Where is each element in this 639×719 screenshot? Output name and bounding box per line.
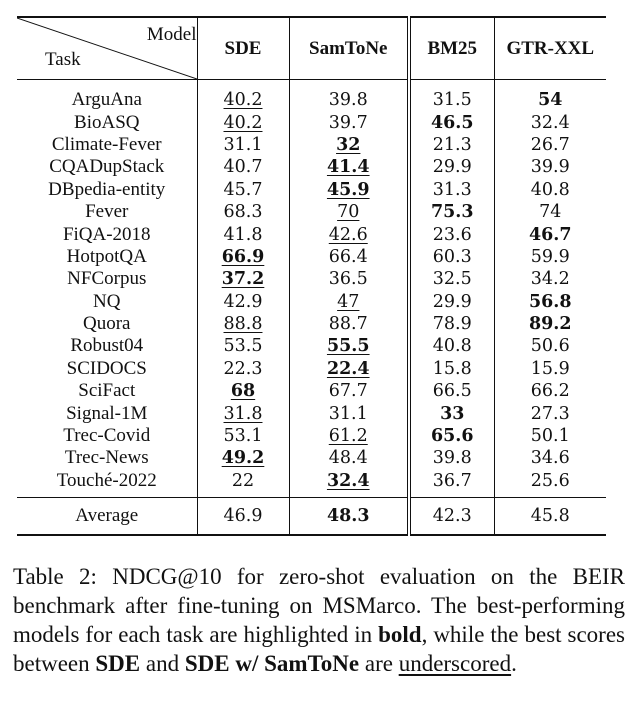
gtr-cell: 46.7 [528, 224, 572, 245]
caption-bold-word: bold [378, 622, 422, 647]
bm25-cell: 32.5 [432, 269, 472, 290]
gtr-cell: 39.9 [530, 157, 570, 178]
samtone-cell: 36.5 [328, 269, 368, 290]
sde-cell: 68 [230, 381, 256, 402]
column-header-bm25: BM25 [409, 17, 494, 80]
samtone-cell: 41.4 [326, 157, 370, 178]
task-cell: Quora [83, 313, 131, 335]
samtone-cell: 45.9 [326, 179, 370, 200]
table-row [17, 425, 606, 447]
gtr-cell: 32.4 [530, 112, 570, 133]
table-caption [13, 562, 625, 678]
bm25-cell: 36.7 [432, 470, 472, 491]
sde-cell: 53.1 [223, 426, 263, 447]
gtr-cell: 56.8 [528, 291, 572, 312]
sde-cell: 22.3 [223, 358, 263, 379]
sde-cell: 53.5 [223, 336, 263, 357]
average-row [17, 498, 606, 536]
bm25-cell: 46.5 [430, 112, 474, 133]
task-header-label: Task [45, 49, 81, 70]
task-cell: Fever [85, 201, 129, 223]
bm25-cell: 75.3 [430, 202, 474, 223]
model-header-label: Model [146, 24, 197, 45]
samtone-cell: 22.4 [326, 358, 370, 379]
task-cell: SCIDOCS [66, 357, 147, 379]
task-cell: CQADupStack [49, 156, 165, 178]
average-samtone: 48.3 [326, 506, 370, 527]
table-row [17, 268, 606, 290]
bm25-cell: 31.3 [432, 179, 472, 200]
task-cell: ArguAna [71, 89, 142, 111]
sde-cell: 42.9 [223, 291, 263, 312]
gtr-cell: 34.6 [530, 448, 570, 469]
samtone-cell: 48.4 [328, 448, 368, 469]
table-row [17, 246, 606, 268]
table-row [17, 447, 606, 469]
sde-cell: 45.7 [223, 179, 263, 200]
samtone-cell: 39.7 [328, 112, 368, 133]
gtr-cell: 25.6 [530, 470, 570, 491]
task-cell: NFCorpus [67, 268, 147, 290]
column-header-sde: SDE [197, 17, 289, 80]
task-cell: BioASQ [74, 111, 140, 133]
bm25-cell: 40.8 [432, 336, 472, 357]
bm25-cell: 60.3 [432, 246, 472, 267]
caption-text-1: Table 2: NDCG@10 for zero-shot evaluation on the BEIR benchmark after fine-tuning on MSMarco. The best-performing models for each task are highlighted in [13, 564, 625, 647]
table-row [17, 156, 606, 178]
bm25-cell: 23.6 [432, 224, 472, 245]
task-cell: DBpedia-entity [48, 178, 166, 200]
gtr-cell: 74 [539, 202, 562, 223]
samtone-cell: 70 [337, 202, 360, 223]
bm25-cell: 21.3 [432, 134, 472, 155]
gtr-cell: 27.3 [530, 403, 570, 424]
column-header-samtone: SamToNe [289, 17, 409, 80]
table-row [17, 358, 606, 380]
table-row [17, 80, 606, 112]
table-row [17, 111, 606, 133]
sde-cell: 40.7 [223, 157, 263, 178]
sde-cell: 41.8 [223, 224, 263, 245]
model-task-header-cell [17, 17, 197, 80]
sde-cell: 31.8 [223, 403, 263, 424]
caption-text-4: are [359, 651, 399, 676]
sde-cell: 22 [231, 470, 255, 491]
sde-cell: 88.8 [223, 314, 263, 335]
table-row [17, 291, 606, 313]
gtr-cell: 54 [538, 90, 563, 111]
sde-cell: 49.2 [221, 448, 265, 469]
sde-cell: 66.9 [221, 246, 265, 267]
task-cell: Trec-Covid [63, 425, 151, 447]
average-label: Average [17, 498, 197, 536]
caption-underscored-word: underscored [398, 651, 512, 676]
sde-cell: 40.2 [223, 90, 263, 111]
samtone-cell: 42.6 [328, 224, 368, 245]
sde-cell: 68.3 [223, 202, 263, 223]
gtr-cell: 89.2 [528, 314, 572, 335]
caption-text-3: and [140, 651, 185, 676]
samtone-cell: 32.4 [326, 470, 370, 491]
gtr-cell: 40.8 [530, 179, 570, 200]
samtone-cell: 88.7 [328, 314, 368, 335]
table-row [17, 223, 606, 245]
table-row [17, 134, 606, 156]
gtr-cell: 34.2 [530, 269, 570, 290]
table-row [17, 335, 606, 357]
gtr-cell: 15.9 [530, 358, 570, 379]
table-row [17, 470, 606, 498]
task-cell: Climate-Fever [51, 133, 162, 155]
bm25-cell: 78.9 [432, 314, 472, 335]
samtone-cell: 31.1 [328, 403, 368, 424]
bm25-cell: 29.9 [432, 291, 472, 312]
samtone-cell: 67.7 [328, 381, 368, 402]
task-cell: NQ [93, 290, 121, 312]
average-sde: 46.9 [223, 506, 263, 527]
caption-sde: SDE [95, 651, 141, 676]
samtone-cell: 47 [337, 291, 360, 312]
gtr-cell: 26.7 [530, 134, 570, 155]
bm25-cell: 65.6 [430, 426, 474, 447]
table-row [17, 380, 606, 402]
average-bm25: 42.3 [432, 506, 472, 527]
task-cell: FiQA-2018 [62, 223, 151, 245]
table-row [17, 201, 606, 223]
table-row [17, 313, 606, 335]
bm25-cell: 29.9 [432, 157, 472, 178]
bm25-cell: 31.5 [432, 90, 472, 111]
table-row [17, 179, 606, 201]
samtone-cell: 39.8 [328, 90, 368, 111]
bm25-cell: 15.8 [432, 358, 472, 379]
samtone-cell: 61.2 [328, 426, 368, 447]
task-cell: Touché-2022 [56, 469, 157, 491]
sde-cell: 37.2 [221, 269, 265, 290]
task-cell: SciFact [78, 380, 136, 402]
caption-text-5: . [511, 651, 517, 676]
bm25-cell: 33 [440, 403, 465, 424]
results-table [17, 16, 606, 536]
average-gtr: 45.8 [530, 506, 570, 527]
sde-cell: 31.1 [223, 134, 263, 155]
table-header-row [17, 17, 606, 80]
samtone-cell: 32 [336, 134, 361, 155]
column-header-gtr-xxl: GTR-XXL [494, 17, 606, 80]
samtone-cell: 66.4 [328, 246, 368, 267]
sde-cell: 40.2 [223, 112, 263, 133]
caption-sde-w-samtone: SDE w/ SamToNe [184, 651, 360, 676]
table-row [17, 402, 606, 424]
gtr-cell: 50.1 [530, 426, 570, 447]
task-cell: Trec-News [64, 447, 149, 469]
task-cell: HotpotQA [66, 245, 147, 267]
results-table-container [17, 16, 606, 536]
caption-text-2: , while the best scores between [13, 622, 626, 676]
gtr-cell: 66.2 [530, 381, 570, 402]
gtr-cell: 59.9 [530, 246, 570, 267]
gtr-cell: 50.6 [530, 336, 570, 357]
bm25-cell: 66.5 [432, 381, 472, 402]
bm25-cell: 39.8 [432, 448, 472, 469]
task-cell: Signal-1M [66, 402, 148, 424]
task-cell: Robust04 [70, 335, 144, 357]
samtone-cell: 55.5 [326, 336, 370, 357]
